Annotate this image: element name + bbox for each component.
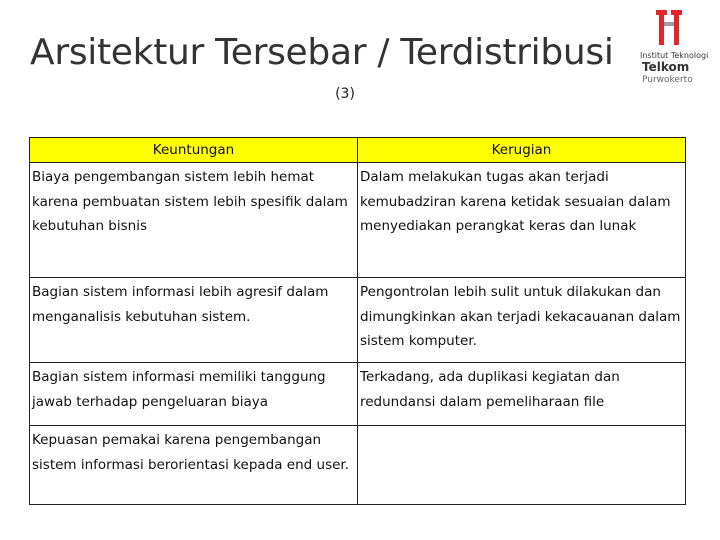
logo-text-telkom: Telkom xyxy=(642,60,690,74)
telkom-logo-icon xyxy=(654,8,684,48)
table-cell-keuntungan: Bagian sistem informasi lebih agresif dalam menganalisis kebutuhan sistem. xyxy=(30,278,358,363)
table-cell-kerugian xyxy=(358,426,686,505)
table-cell-kerugian: Pengontrolan lebih sulit untuk dilakukan dan dimungkinkan akan terjadi kekacauanan dalam sistem komputer. xyxy=(358,278,686,363)
slide-subtitle: (3) xyxy=(335,86,355,102)
slide-title: Arsitektur Tersebar / Terdistribusi xyxy=(30,32,614,73)
institution-logo xyxy=(640,8,716,86)
table-row xyxy=(30,163,686,278)
table-cell-kerugian: Dalam melakukan tugas akan terjadi kemubadziran karena ketidak sesuaian dalam menyediakan perangkat keras dan lunak xyxy=(358,163,686,278)
header-kerugian: Kerugian xyxy=(358,138,686,163)
table-cell-keuntungan: Biaya pengembangan sistem lebih hemat karena pembuatan sistem lebih spesifik dalam kebutuhan bisnis xyxy=(30,163,358,278)
table-row xyxy=(30,426,686,505)
table-cell-keuntungan: Kepuasan pemakai karena pengembangan sistem informasi berorientasi kepada end user. xyxy=(30,426,358,505)
header-keuntungan: Keuntungan xyxy=(30,138,358,163)
table-row xyxy=(30,363,686,426)
logo-text-city: Purwokerto xyxy=(642,75,693,85)
logo-text-institute: Institut Teknologi xyxy=(640,51,709,60)
table-header-row xyxy=(30,138,686,163)
table-cell-keuntungan: Bagian sistem informasi memiliki tanggung jawab terhadap pengeluaran biaya xyxy=(30,363,358,426)
table-cell-kerugian: Terkadang, ada duplikasi kegiatan dan redundansi dalam pemeliharaan file xyxy=(358,363,686,426)
comparison-table xyxy=(29,137,686,505)
table-row xyxy=(30,278,686,363)
